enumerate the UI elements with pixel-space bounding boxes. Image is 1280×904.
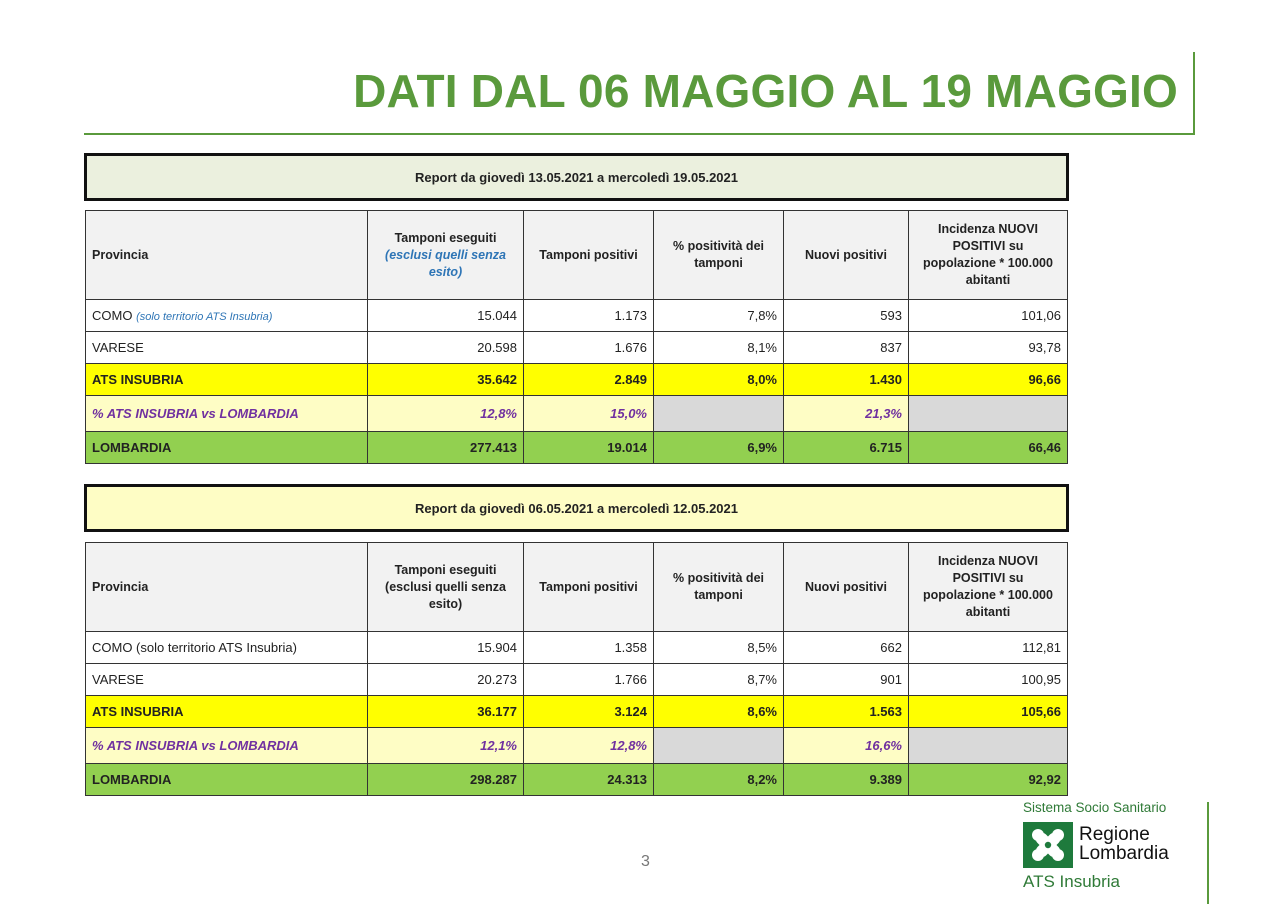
cell-incidenza: 93,78 [909,332,1068,364]
header-tamponi-eseguiti-sub: (esclusi quelli senza esito) [385,579,506,611]
cell-empty [654,396,784,432]
cell-tamponi-eseguiti: 12,1% [368,728,524,764]
cell-empty [909,728,1068,764]
header-tamponi-eseguiti-label: Tamponi eseguiti [394,230,497,245]
cell-tamponi-eseguiti: 36.177 [368,696,524,728]
page-title: DATI DAL 06 MAGGIO AL 19 MAGGIO [353,65,1178,117]
cell-tamponi-eseguiti: 35.642 [368,364,524,396]
cell-tamponi-positivi: 3.124 [524,696,654,728]
cell-tamponi-positivi: 15,0% [524,396,654,432]
table-row-lombardia [86,432,1068,464]
report-2-banner [84,484,1069,532]
cell-provincia: LOMBARDIA [86,432,368,464]
table-header-row [86,211,1068,300]
cell-provincia: % ATS INSUBRIA vs LOMBARDIA [86,396,368,432]
title-horizontal-rule [84,133,1195,135]
cell-positivita: 8,5% [654,632,784,664]
brand-regione-line1: Regione [1079,824,1150,845]
header-tamponi-eseguiti [368,543,524,632]
cell-nuovi-positivi: 1.563 [784,696,909,728]
header-incidenza: Incidenza NUOVI POSITIVI su popolazione * 100.000 abitanti [909,543,1068,632]
cell-nuovi-positivi: 901 [784,664,909,696]
header-positivita: % positività dei tamponi [654,543,784,632]
table-row-como [86,632,1068,664]
brand-regione-line2: Lombardia [1079,843,1169,864]
table-header-row [86,543,1068,632]
header-tamponi-eseguiti [368,211,524,300]
table-row-pct-ats-vs-lombardia [86,728,1068,764]
cell-incidenza: 100,95 [909,664,1068,696]
brand-vertical-rule [1207,802,1209,904]
cell-provincia: LOMBARDIA [86,764,368,796]
cell-tamponi-eseguiti: 298.287 [368,764,524,796]
cell-provincia: ATS INSUBRIA [86,364,368,396]
cell-tamponi-positivi: 1.676 [524,332,654,364]
report-1-banner [84,153,1069,201]
cell-incidenza: 112,81 [909,632,1068,664]
cell-provincia: % ATS INSUBRIA vs LOMBARDIA [86,728,368,764]
cell-nuovi-positivi: 1.430 [784,364,909,396]
table-row-varese [86,664,1068,696]
cell-tamponi-positivi: 2.849 [524,364,654,396]
cell-tamponi-eseguiti: 15.044 [368,300,524,332]
header-incidenza: Incidenza NUOVI POSITIVI su popolazione * 100.000 abitanti [909,211,1068,300]
cell-provincia: ATS INSUBRIA [86,696,368,728]
page-number: 3 [641,853,650,870]
table-row-como [86,300,1068,332]
header-nuovi-positivi: Nuovi positivi [784,211,909,300]
cell-nuovi-positivi: 837 [784,332,909,364]
como-label: COMO [92,308,133,323]
regione-lombardia-logo-icon [1023,822,1073,868]
cell-tamponi-positivi: 1.173 [524,300,654,332]
cell-empty [909,396,1068,432]
cell-incidenza: 105,66 [909,696,1068,728]
cell-nuovi-positivi: 662 [784,632,909,664]
brand-ats-text: ATS Insubria [1023,872,1121,891]
report-2-table [85,542,1068,796]
header-tamponi-positivi: Tamponi positivi [524,211,654,300]
cell-tamponi-positivi: 1.766 [524,664,654,696]
cell-positivita: 8,2% [654,764,784,796]
table-row-lombardia [86,764,1068,796]
header-tamponi-positivi: Tamponi positivi [524,543,654,632]
cell-incidenza: 92,92 [909,764,1068,796]
report-1-banner-text: Report da giovedì 13.05.2021 a mercoledì 19.05.2021 [414,169,738,185]
cell-tamponi-eseguiti: 20.598 [368,332,524,364]
cell-tamponi-positivi: 19.014 [524,432,654,464]
cell-tamponi-positivi: 12,8% [524,728,654,764]
cell-provincia: VARESE [86,664,368,696]
cell-positivita: 6,9% [654,432,784,464]
cell-provincia [86,300,368,332]
cell-tamponi-eseguiti: 20.273 [368,664,524,696]
table-row-pct-ats-vs-lombardia [86,396,1068,432]
cell-nuovi-positivi: 21,3% [784,396,909,432]
cell-tamponi-eseguiti: 277.413 [368,432,524,464]
cell-incidenza: 96,66 [909,364,1068,396]
cell-tamponi-positivi: 1.358 [524,632,654,664]
cell-incidenza: 66,46 [909,432,1068,464]
cell-positivita: 7,8% [654,300,784,332]
title-vertical-rule [1193,52,1195,134]
cell-incidenza: 101,06 [909,300,1068,332]
cell-nuovi-positivi: 593 [784,300,909,332]
cell-tamponi-eseguiti: 12,8% [368,396,524,432]
brand-regione-text [1079,825,1169,863]
cell-nuovi-positivi: 6.715 [784,432,909,464]
header-nuovi-positivi: Nuovi positivi [784,543,909,632]
report-2-banner-text: Report da giovedì 06.05.2021 a mercoledì 12.05.2021 [414,500,738,516]
report-1-table [85,210,1068,464]
cell-empty [654,728,784,764]
header-tamponi-eseguiti-label: Tamponi eseguiti [394,562,497,577]
cell-positivita: 8,6% [654,696,784,728]
cell-positivita: 8,1% [654,332,784,364]
cell-tamponi-eseguiti: 15.904 [368,632,524,664]
cell-positivita: 8,7% [654,664,784,696]
cell-nuovi-positivi: 9.389 [784,764,909,796]
como-note: (solo territorio ATS Insubria) [136,311,273,323]
header-tamponi-eseguiti-sub: (esclusi quelli senza esito) [385,247,506,279]
cell-provincia: VARESE [86,332,368,364]
header-positivita: % positività dei tamponi [654,211,784,300]
table-row-ats-insubria [86,696,1068,728]
cell-nuovi-positivi: 16,6% [784,728,909,764]
cell-provincia: COMO (solo territorio ATS Insubria) [86,632,368,664]
table-row-varese [86,332,1068,364]
cell-tamponi-positivi: 24.313 [524,764,654,796]
table-row-ats-insubria [86,364,1068,396]
header-provincia: Provincia [86,211,368,300]
cell-positivita: 8,0% [654,364,784,396]
header-provincia: Provincia [86,543,368,632]
brand-sistema-text: Sistema Socio Sanitario [1023,800,1167,815]
